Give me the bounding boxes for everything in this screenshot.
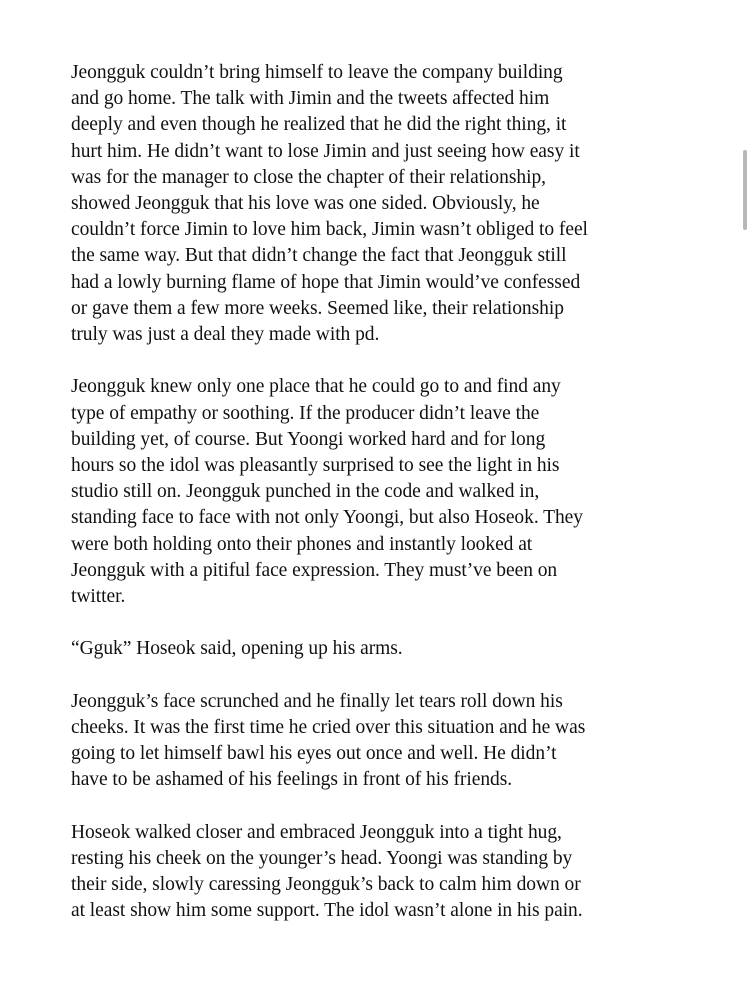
paragraph: “Gguk” Hoseok said, opening up his arms.	[71, 638, 403, 660]
document-body	[71, 60, 711, 925]
paragraph: Jeongguk’s face scrunched and he finally let tears roll down his cheeks. It was the first time he cried over this situation and he was going to let himself bawl his eyes out once and well. He didn’t have to be ashamed of his feelings in front of his friends.	[71, 690, 586, 791]
scrollbar[interactable]	[740, 0, 750, 982]
scrollbar-thumb[interactable]	[743, 150, 747, 230]
paragraph: Jeongguk couldn’t bring himself to leave the company building and go home. The talk with Jimin and the tweets affected him deeply and even though he realized that he did the right thing, it hurt him. He didn’t want to lose Jimin and just seeing how easy it was for the manager to close the chapter of their relationship, showed Jeongguk that his love was one sided. Obviously, he couldn’t force Jimin to love him back, Jimin wasn’t obliged to feel the same way. But that didn’t change the fact that Jeongguk still had a lowly burning flame of hope that Jimin would’ve confessed or gave them a few more weeks. Seemed like, their relationship truly was just a deal they made with pd.	[71, 62, 588, 346]
paragraph: Hoseok walked closer and embraced Jeongguk into a tight hug, resting his cheek on the younger’s head. Yoongi was standing by their side, slowly caressing Jeongguk’s back to calm him down or at least show him some support. The idol wasn’t alone in his pain.	[71, 821, 583, 922]
paragraph: Jeongguk knew only one place that he could go to and find any type of empathy or soothing. If the producer didn’t leave the building yet, of course. But Yoongi worked hard and for long hours so the idol was pleasantly surprised to see the light in his studio still on. Jeongguk punched in the code and walked in, standing face to face with not only Yoongi, but also Hoseok. They were both holding onto their phones and instantly looked at Jeongguk with a pitiful face expression. They must’ve been on twitter.	[71, 376, 583, 608]
